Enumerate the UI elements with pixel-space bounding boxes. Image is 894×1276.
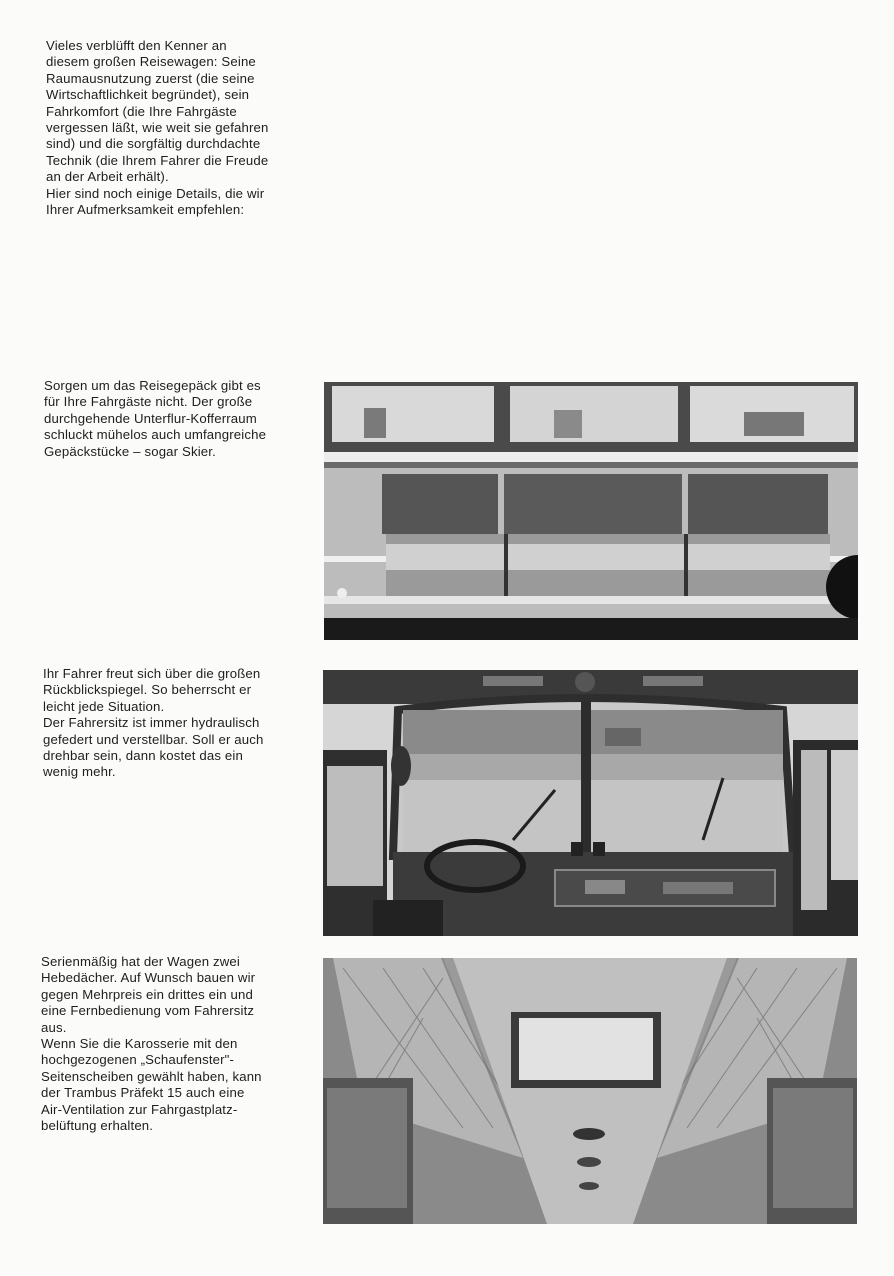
driver-cockpit-photo [323, 670, 858, 936]
roof-hatch-photo [323, 958, 857, 1224]
luggage-text: Sorgen um das Reisegepäck gibt es für Ihre Fahrgäste nicht. Der große durchgehende Unterflur-Kofferraum schluckt mühelos auch umfangreiche Gepäckstücke – sogar Skier. [44, 378, 267, 459]
driver-caption [43, 666, 305, 781]
intro-text: Vieles verblüfft den Kenner an diesem großen Reisewagen: Seine Raumausnutzung zuerst (die seine Wirtschaftlichkeit begründet), sein Fahrkomfort (die Ihre Fahrgäste vergessen läßt, wie weit sie gefahren sind) und die sorgfältig durchdachte Technik (die Ihrem Fahrer die Freude an der Arbeit erhält). Hier sind noch einige Details, die wir Ihrer Aufmerksamkeit empfehlen: [46, 38, 269, 218]
luggage-compartment-photo [324, 382, 858, 640]
roof-caption [41, 954, 303, 1134]
driver-text: Ihr Fahrer freut sich über die großen Rückblickspiegel. So beherrscht er leicht jede Situation. Der Fahrersitz ist immer hydraulisch gefedert und verstellbar. Soll er auch drehbar sein, dann kostet das ein wenig mehr. [43, 666, 264, 780]
roof-text: Serienmäßig hat der Wagen zwei Hebedächer. Auf Wunsch bauen wir gegen Mehrpreis ein drittes ein und eine Fernbedienung vom Fahrersitz aus. Wenn Sie die Karosserie mit den hochgezogenen „Schaufenster"- Seitenscheiben gewählt haben, kann der Trambus Präfekt 15 auch eine Air-Ventilation zur Fahrgastplatz- belüftung erhalten. [41, 954, 262, 1134]
luggage-caption [44, 378, 306, 460]
intro-paragraph [46, 38, 316, 218]
